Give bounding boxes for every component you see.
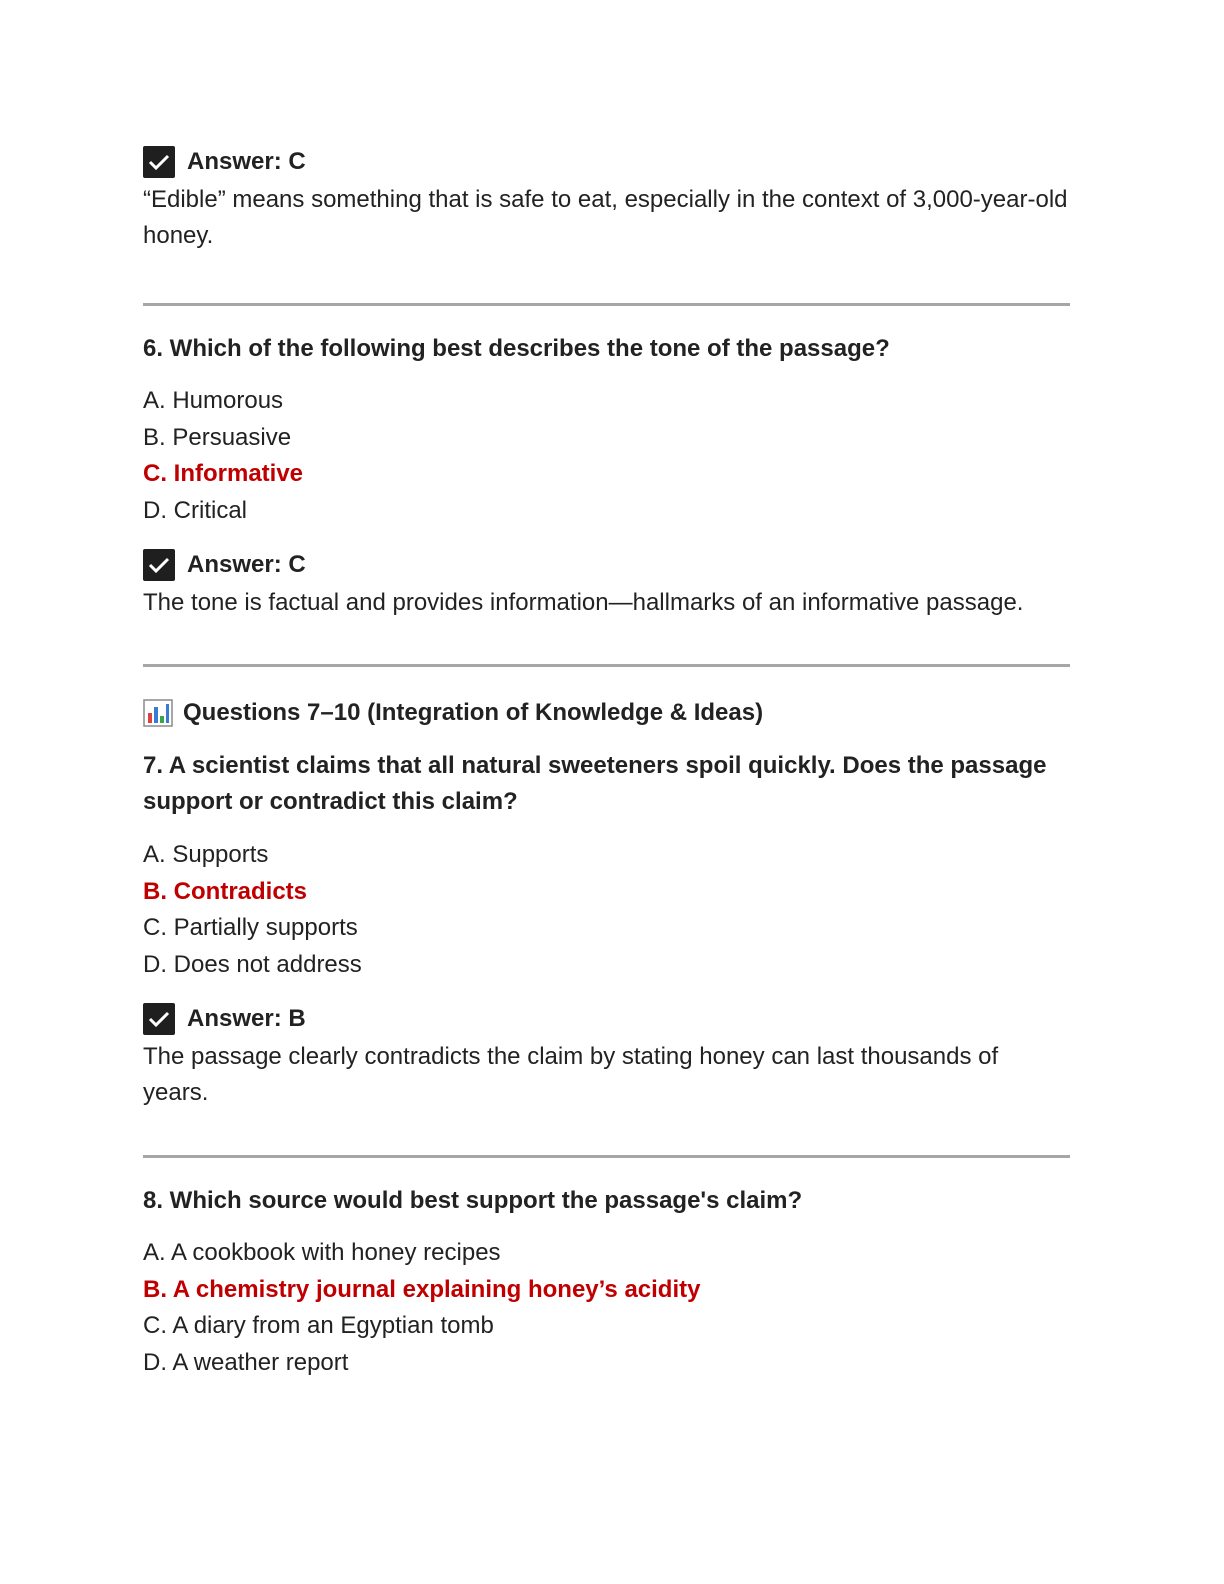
section-title: Questions 7–10 (Integration of Knowledge & Ideas) — [183, 699, 764, 726]
question-text: 8. Which source would best support the passage's claim? — [143, 1187, 803, 1214]
option-list — [143, 837, 1070, 983]
option-c: C. Partially supports — [143, 914, 358, 941]
answer-label: Answer: C — [187, 148, 306, 175]
question-6 — [143, 331, 1070, 621]
option-b-correct: B. A chemistry journal explaining honey’s acidity — [143, 1275, 701, 1303]
answer-block-5 — [143, 142, 1070, 254]
option-b-correct: B. Contradicts — [143, 877, 308, 905]
option-list — [143, 383, 1070, 529]
question-text: 6. Which of the following best describes the tone of the passage? — [143, 335, 890, 362]
option-a: A. Supports — [143, 841, 269, 868]
check-mark-icon — [143, 549, 175, 581]
option-b: B. Persuasive — [143, 423, 292, 451]
option-a: A. A cookbook with honey recipes — [143, 1239, 501, 1266]
answer-heading — [143, 999, 1070, 1039]
option-d: D. Does not address — [143, 950, 362, 978]
section-heading — [143, 695, 1070, 731]
option-d: D. A weather report — [143, 1348, 349, 1376]
check-mark-icon — [143, 146, 175, 178]
answer-explanation: “Edible” means something that is safe to eat, especially in the context of 3,000-year-old honey. — [143, 186, 1068, 249]
option-a: A. Humorous — [143, 387, 284, 414]
option-c-correct: C. Informative — [143, 460, 304, 487]
document-page — [143, 142, 1070, 1381]
question-8 — [143, 1183, 1070, 1381]
answer-heading — [143, 142, 1070, 182]
option-d: D. Critical — [143, 496, 248, 524]
answer-explanation: The tone is factual and provides information—hallmarks of an informative passage. — [143, 589, 1024, 616]
question-7 — [143, 748, 1070, 1111]
check-mark-icon — [143, 1003, 175, 1035]
answer-explanation: The passage clearly contradicts the claim by stating honey can last thousands of years. — [143, 1043, 999, 1106]
bar-chart-icon — [143, 699, 173, 727]
answer-label: Answer: C — [187, 551, 306, 578]
answer-heading — [143, 545, 1070, 585]
option-c: C. A diary from an Egyptian tomb — [143, 1312, 494, 1339]
question-text: 7. A scientist claims that all natural sweeteners spoil quickly. Does the passage support or contradict this claim? — [143, 752, 1047, 815]
option-list — [143, 1235, 1070, 1381]
answer-label: Answer: B — [187, 1005, 306, 1032]
